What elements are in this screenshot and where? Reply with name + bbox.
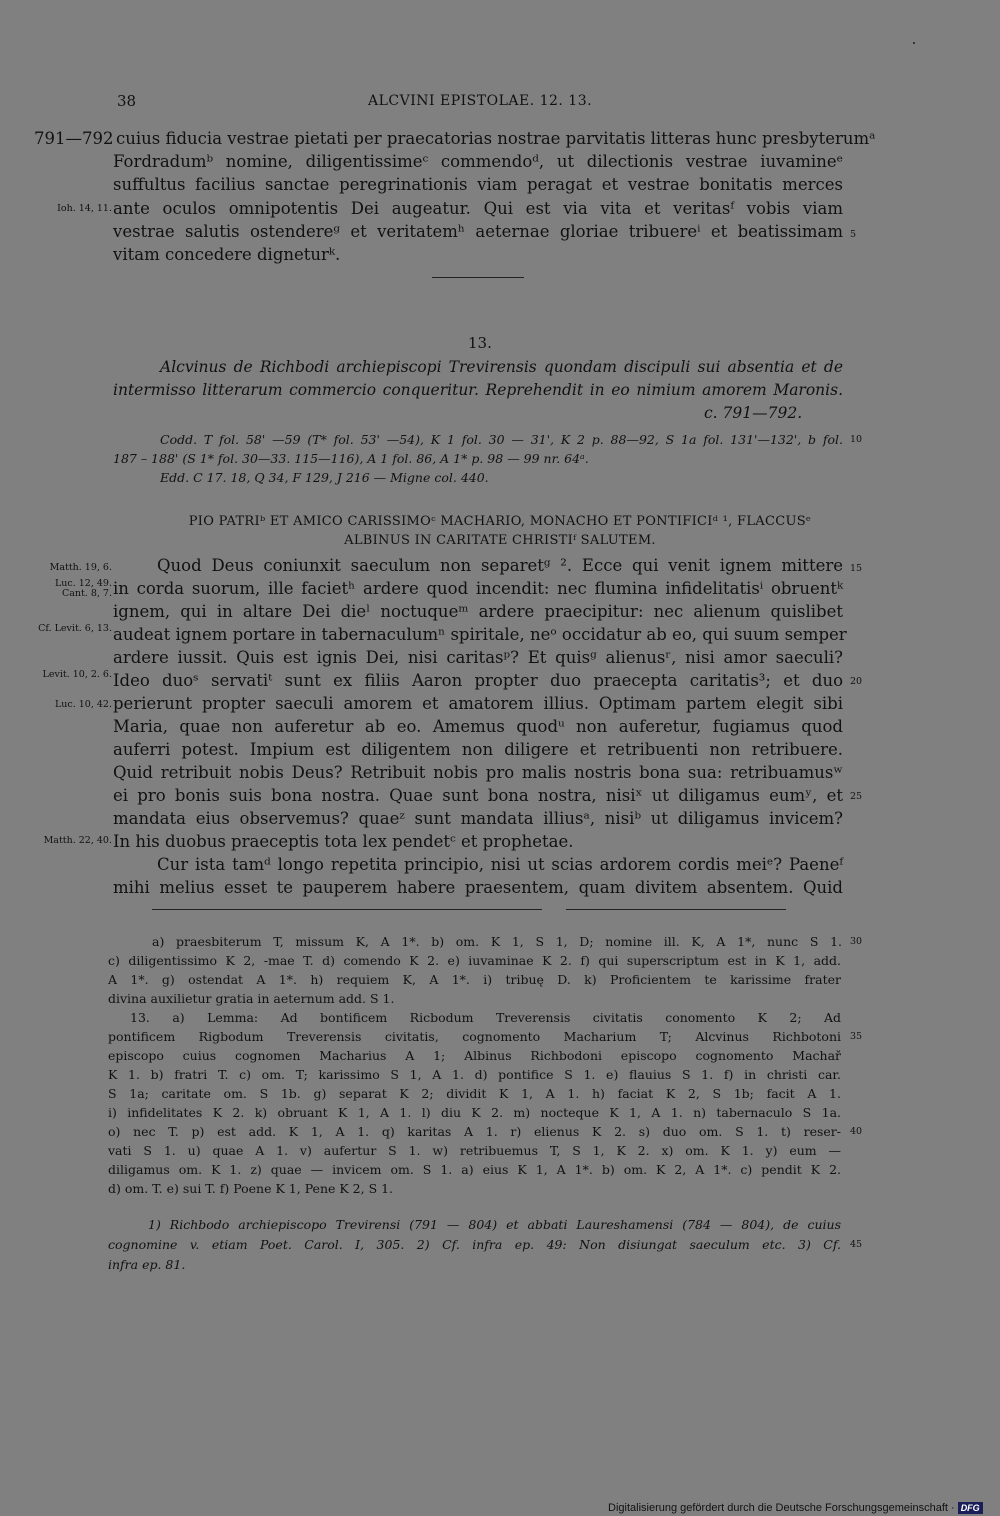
line-number: 45 bbox=[850, 1239, 863, 1250]
letter-summary: intermisso litterarum commercio conqueritur. Reprehendit in eo nimium amorem Maronis. bbox=[113, 381, 843, 399]
apparatus-line: d) om. T. e) sui T. f) Poene K 1, Pene K 2, S 1. bbox=[108, 1181, 394, 1196]
apparatus-line: pontificem Rigbodum Treverensis civitatis, cognomento Macharium T; Alcvinus Richbotoni bbox=[108, 1029, 841, 1044]
text-line: Ideo duoˢ servatiᵗ sunt ex filiis Aaron propter duo praecepta caritatis³; et duo bbox=[113, 671, 843, 690]
apparatus-line: K 1. b) fratri T. c) om. T; karissimo S 1, A 1. d) pontifice S 1. e) flauius S 1. f) in christi car. bbox=[108, 1067, 841, 1082]
text-line: Quod Deus coniunxit saeculum non separetᵍ ². Ecce qui venit ignem mittere bbox=[157, 556, 843, 575]
note-line: 1) Richbodo archiepiscopo Trevirensi (791 — 804) et abbati Laureshamensi (784 — 804), de cuius bbox=[148, 1217, 841, 1232]
margin-reference: Matth. 22, 40. bbox=[43, 835, 112, 846]
text-line: auferri potest. Impium est diligentem non diligere et retribuenti non retribuere. bbox=[113, 740, 843, 759]
text-line: ignem, qui in altare Dei dieˡ noctuqueᵐ ardere praecipitur: nec alienum quislibet bbox=[113, 602, 843, 621]
text-line: in corda suorum, ille facietʰ ardere quod incendit: nec flumina infidelitatisⁱ obruentᵏ bbox=[113, 579, 843, 598]
letter-summary-date: c. 791—792. bbox=[704, 404, 803, 422]
margin-reference: Matth. 19, 6. bbox=[49, 562, 112, 573]
margin-reference: Levit. 10, 2. 6. bbox=[42, 669, 112, 680]
letter-date: 791—792 bbox=[34, 129, 114, 148]
credit-text: Digitalisierung gefördert durch die Deutsche Forschungsgemeinschaft · bbox=[608, 1502, 955, 1514]
text-line: mihi melius esset te pauperem habere praesentem, quam divitem absentem. Quid bbox=[113, 878, 843, 897]
letter-number: 13. bbox=[468, 334, 492, 352]
margin-reference: Luc. 12, 49. Cant. 8, 7. bbox=[54, 578, 112, 599]
text-line: perierunt propter saeculi amorem et amatorem illius. Optimam partem elegit sibi bbox=[113, 694, 843, 713]
text-line: Maria, quae non auferetur ab eo. Amemus quodᵘ non auferetur, fugiamus quod bbox=[113, 717, 843, 736]
apparatus-line: c) diligentissimo K 2, -mae T. d) comendo K 2. e) iuvaminae K 2. f) qui superscriptum est in K 1, add. bbox=[108, 953, 841, 968]
page-number: 38 bbox=[117, 92, 137, 110]
editions-line: Edd. C 17. 18, Q 34, F 129, J 216 — Migne col. 440. bbox=[160, 470, 489, 485]
apparatus-line: A 1*. g) ostendat A 1*. h) requiem K, A 1*. i) tribuę D. k) Proficientem te karissime frater bbox=[108, 972, 841, 987]
footnote-rule bbox=[152, 909, 542, 910]
apparatus-line: vati S 1. u) quae A 1. v) aufertur S 1. w) retribuemus T, S 1, K 2. x) om. K 1. y) eum — bbox=[108, 1143, 841, 1158]
text-line: ardere iussit. Quis est ignis Dei, nisi caritasᵖ? Et quisᵍ alienusʳ, nisi amor saeculi? bbox=[113, 648, 843, 667]
apparatus-line: a) praesbiterum T, missum K, A 1*. b) om. K 1, S 1, D; nomine ill. K, A 1*, nunc S 1. bbox=[152, 934, 842, 949]
line-number: 30 bbox=[850, 936, 863, 947]
running-title: ALCVINI EPISTOLAE. 12. 13. bbox=[368, 93, 593, 109]
text-line: Quid retribuit nobis Deus? Retribuit nobis pro malis nostris bona sua: retribuamusʷ bbox=[113, 763, 843, 782]
text-line: vestrae salutis ostendereᵍ et veritatemʰ aeternae gloriae tribuereⁱ et beatissimam bbox=[113, 222, 843, 241]
line-number: 40 bbox=[850, 1126, 863, 1137]
note-line: cognomine v. etiam Poet. Carol. I, 305. 2) Cf. infra ep. 49: Non disiungat saeculum etc. 3) Cf. bbox=[108, 1237, 841, 1252]
apparatus-line: S 1a; caritate om. S 1b. g) separat K 2; dividit K 1, A 1. h) faciat K 2, S 1b; facit A 1. bbox=[108, 1086, 841, 1101]
apparatus-line: episcopo cuius cognomen Macharius A 1; Albinus Richbodoni episcopo cognomento Machař bbox=[108, 1048, 841, 1063]
line-number: 5 bbox=[850, 229, 857, 240]
text-line: vitam concedere digneturᵏ. bbox=[113, 245, 341, 264]
line-number: 25 bbox=[850, 791, 863, 802]
text-line: ante oculos omnipotentis Dei augeatur. Qui est via vita et veritasᶠ vobis viam bbox=[113, 199, 843, 218]
line-number: 10 bbox=[850, 434, 863, 445]
text-line: mandata eius observemus? quaeᶻ sunt mandata illiusᵃ, nisiᵇ ut diligamus invicem? bbox=[113, 809, 843, 828]
text-line: cuius fiducia vestrae pietati per praecatorias nostrae parvitatis litteras hunc presbyterumᵃ bbox=[116, 129, 876, 148]
dfg-logo: DFG bbox=[958, 1502, 983, 1514]
footnote-rule bbox=[566, 909, 786, 910]
salutation: ALBINUS IN CARITATE CHRISTIᶠ SALUTEM. bbox=[344, 533, 656, 548]
text-line: audeat ignem portare in tabernaculumⁿ spiritale, neᵒ occidatur ab eo, qui suum semper bbox=[113, 625, 847, 644]
section-divider bbox=[432, 277, 524, 278]
salutation: PIO PATRIᵇ ET AMICO CARISSIMOᶜ MACHARIO, MONACHO ET PONTIFICIᵈ ¹, FLACCUSᵉ bbox=[188, 514, 812, 529]
line-number: 20 bbox=[850, 676, 863, 687]
text-line: Cur ista tamᵈ longo repetita principio, nisi ut scias ardorem cordis meiᵉ? Paeneᶠ bbox=[157, 855, 843, 874]
apparatus-line: diligamus om. K 1. z) quae — invicem om. S 1. a) eius K 1, A 1*. b) om. K 2, A 1*. c) pendit K 2. bbox=[108, 1162, 841, 1177]
letter-summary: Alcvinus de Richbodi archiepiscopi Trevirensis quondam discipuli sui absentia et de bbox=[160, 358, 843, 376]
scan-speck bbox=[913, 42, 915, 44]
codices-line: Codd. T fol. 58' —59 (T* fol. 53' —54), K 1 fol. 30 — 31', K 2 p. 88—92, S 1a fol. 131'—132', b fol. bbox=[160, 432, 843, 447]
digitization-credit bbox=[608, 1502, 983, 1514]
line-number: 15 bbox=[850, 563, 863, 574]
apparatus-line: o) nec T. p) est add. K 1, A 1. q) karitas A 1. r) elienus K 2. s) duo om. S 1. t) reser- bbox=[108, 1124, 841, 1139]
text-line: Fordradumᵇ nomine, diligentissimeᶜ commendoᵈ, ut dilectionis vestrae iuvamineᵉ bbox=[113, 152, 843, 171]
text-line: suffultus facilius sanctae peregrinationis viam peragat et vestrae bonitatis merces bbox=[113, 175, 843, 194]
margin-reference: Luc. 10, 42. bbox=[54, 699, 112, 710]
note-line: infra ep. 81. bbox=[108, 1257, 186, 1272]
text-line: In his duobus praeceptis tota lex pendetᶜ et prophetae. bbox=[113, 832, 574, 851]
line-number: 35 bbox=[850, 1031, 863, 1042]
margin-reference: Cf. Levit. 6, 13. bbox=[38, 623, 112, 634]
codices-line: 187 – 188' (S 1* fol. 30—33. 115—116), A 1 fol. 86, A 1* p. 98 — 99 nr. 64ᵃ. bbox=[113, 451, 589, 466]
apparatus-line: divina auxilietur gratia in aeternum add. S 1. bbox=[108, 991, 395, 1006]
margin-reference: Ioh. 14, 11. bbox=[57, 203, 112, 214]
apparatus-line: 13. a) Lemma: Ad bontificem Ricbodum Treverensis civitatis conomento K 2; Ad bbox=[130, 1010, 841, 1025]
apparatus-line: i) infidelitates K 2. k) obruant K 1, A 1. l) diu K 2. m) nocteque K 1, A 1. n) tabernaculo S 1a. bbox=[108, 1105, 841, 1120]
text-line: ei pro bonis suis bona nostra. Quae sunt bona nostra, nisiˣ ut diligamus eumʸ, et bbox=[113, 786, 843, 805]
